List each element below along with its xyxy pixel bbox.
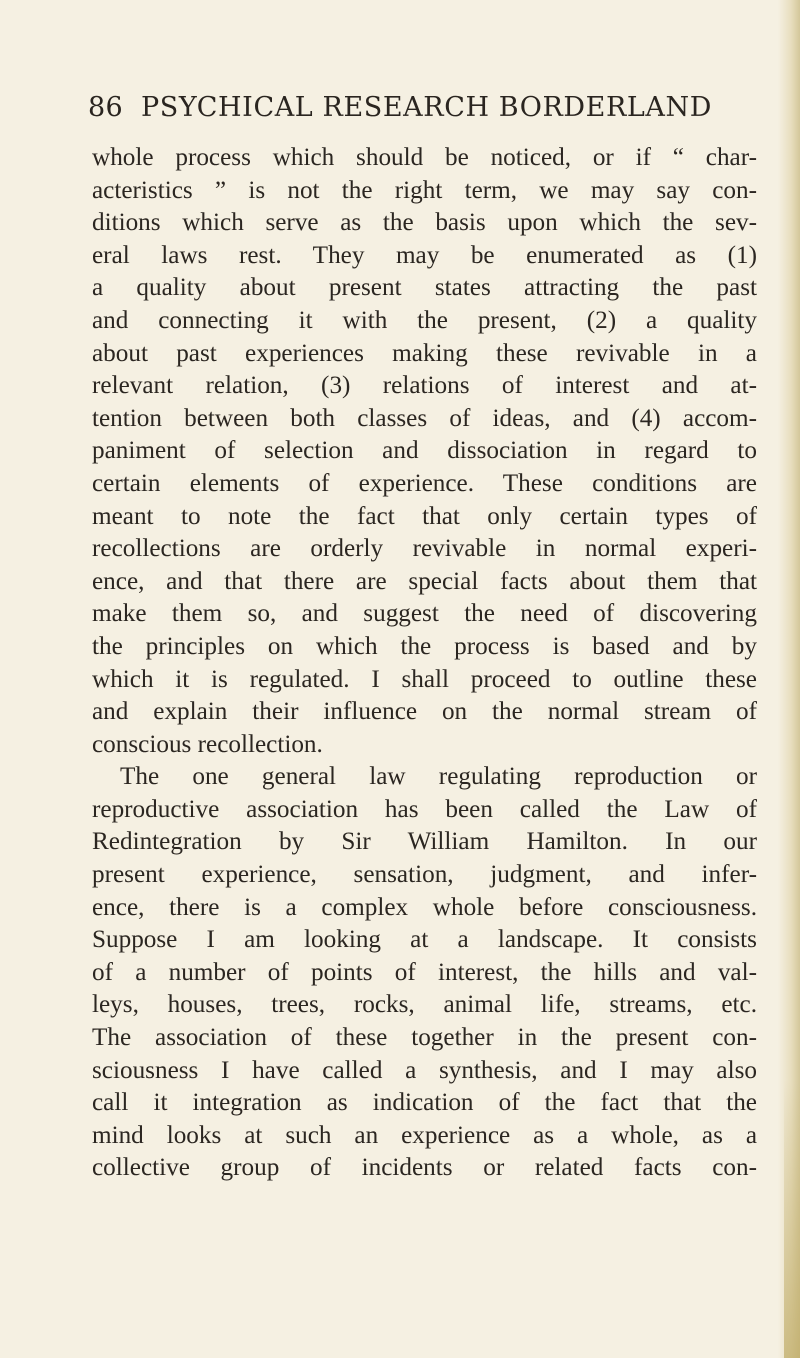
text-line: the principles on which the process is based and by [92, 632, 757, 660]
text-line: which it is regulated. I shall proceed to outline these [92, 665, 757, 693]
text-line: The association of these together in the present con- [92, 1024, 757, 1052]
body-text [92, 142, 757, 1185]
text-line: whole process which should be noticed, or if “ char- [92, 144, 757, 171]
page-number: 86 [88, 92, 123, 123]
text-line: mind looks at such an experience as a whole, as a [92, 1121, 757, 1149]
text-line: meant to note the fact that only certain types of [92, 502, 757, 530]
text-line: relevant relation, (3) relations of interest and at- [92, 372, 757, 400]
text-line: ence, and that there are special facts about them that [92, 567, 757, 595]
text-line: recollections are orderly revivable in normal experi- [92, 535, 757, 563]
running-title: PSYCHICAL RESEARCH BORDERLAND [140, 92, 712, 123]
paragraph-2 [92, 761, 757, 1185]
text-line: reproductive association has been called the Law of [92, 795, 757, 823]
text-line: sciousness I have called a synthesis, and I may also [92, 1056, 757, 1084]
text-line: make them so, and suggest the need of discovering [92, 600, 757, 628]
text-line: Redintegration by Sir William Hamilton. In our [92, 828, 757, 856]
text-line: present experience, sensation, judgment, and infer- [92, 861, 757, 889]
text-line: leys, houses, trees, rocks, animal life, streams, etc. [92, 991, 757, 1019]
text-line: about past experiences making these revivable in a [92, 339, 757, 367]
text-line: conscious recollection. [92, 730, 323, 758]
text-line: paniment of selection and dissociation in regard to [92, 437, 757, 465]
paragraph-1 [92, 142, 757, 761]
text-line: ence, there is a complex whole before consciousness. [92, 893, 757, 921]
text-line: of a number of points of interest, the hills and val- [92, 958, 757, 986]
text-line: certain elements of experience. These conditions are [92, 469, 757, 497]
text-line: collective group of incidents or related facts con- [92, 1154, 757, 1182]
text-line: a quality about present states attracting the past [92, 274, 757, 302]
page-edge-stain [784, 1080, 800, 1358]
text-line: tention between both classes of ideas, and (4) accom- [92, 404, 757, 432]
text-line: eral laws rest. They may be enumerated as (1) [92, 241, 757, 269]
text-line: The one general law regulating reproduction or [120, 763, 757, 791]
text-line: and explain their influence on the normal stream of [92, 698, 757, 726]
text-line: ditions which serve as the basis upon which the sev- [92, 209, 757, 237]
running-head [88, 92, 748, 123]
text-line: and connecting it with the present, (2) a quality [92, 306, 757, 334]
text-line: call it integration as indication of the fact that the [92, 1089, 757, 1117]
text-line: Suppose I am looking at a landscape. It consists [92, 926, 757, 954]
text-line: acteristics ” is not the right term, we may say con- [92, 176, 757, 204]
